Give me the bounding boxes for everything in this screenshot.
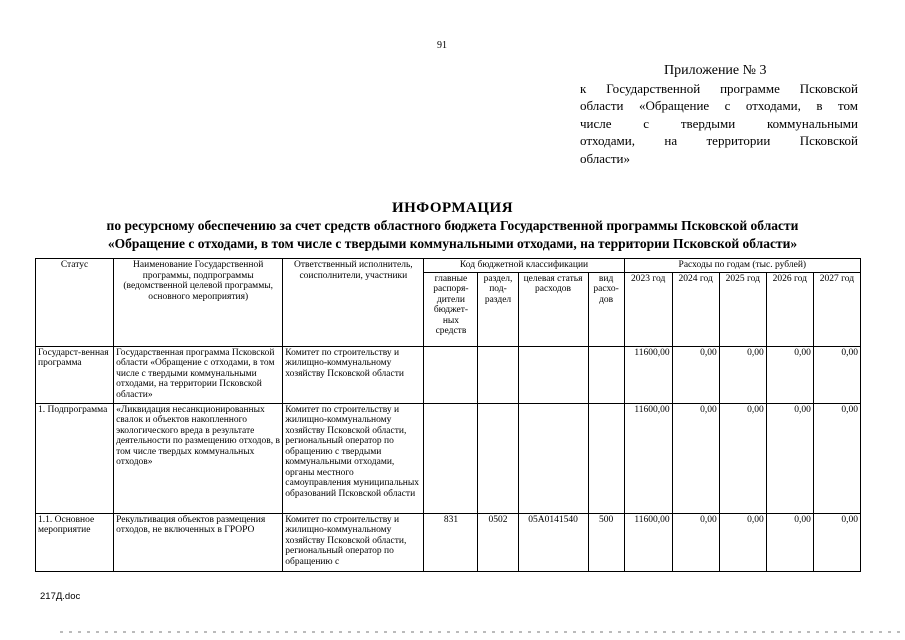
cell-target xyxy=(518,403,588,513)
cell-status: Государст-венная программа xyxy=(36,346,114,403)
appendix-line: числе с твердыми коммунальными xyxy=(580,115,858,131)
header-grbs: главные распоря-дители бюджет-ных средств xyxy=(424,272,478,346)
cell-2023: 11600,00 xyxy=(624,513,672,571)
header-budget-code: Код бюджетной классификации xyxy=(424,259,624,273)
cell-status: 1. Подпрограмма xyxy=(36,403,114,513)
cell-target: 05А0141540 xyxy=(518,513,588,571)
cell-2024: 0,00 xyxy=(672,346,719,403)
appendix-line: области» xyxy=(580,150,630,166)
header-section: раздел, под-раздел xyxy=(478,272,518,346)
header-executor: Ответственный исполнитель, соисполнители, участники xyxy=(283,259,424,347)
cell-section xyxy=(478,346,518,403)
cell-executor: Комитет по строительству и жилищно-коммунальному хозяйству Псковской области, региональный оператор по обращению с твердыми коммунальными отходами, органы местного самоуправления муниципальных образований Псковской области xyxy=(283,403,424,513)
cell-2023: 11600,00 xyxy=(624,346,672,403)
cell-2025: 0,00 xyxy=(719,513,766,571)
appendix-title: Приложение № 3 xyxy=(664,63,767,78)
document-subtitle-line-2: «Обращение с отходами, в том числе с твердыми коммунальными отходами, на территории Псковской области» xyxy=(107,236,798,251)
cell-name: Рекультивация объектов размещения отходов, не включенных в ГРОРО xyxy=(114,513,283,571)
cell-grbs: 831 xyxy=(424,513,478,571)
table-row xyxy=(36,513,861,571)
document-title: ИНФОРМАЦИЯ xyxy=(391,200,514,216)
header-type: вид расхо-дов xyxy=(588,272,624,346)
cell-status: 1.1. Основное мероприятие xyxy=(36,513,114,571)
document-subtitle-line-1: по ресурсному обеспечению за счет средств областного бюджета Государственной программы Псковской области xyxy=(106,218,799,233)
cell-name: Государственная программа Псковской области «Обращение с отходами, в том числе с твердыми коммунальными отходами, на территории Псковской области» xyxy=(114,346,283,403)
cell-2026: 0,00 xyxy=(766,403,813,513)
footer-filename: 217Д.doc xyxy=(40,591,81,602)
scan-artifact xyxy=(60,631,900,633)
cell-section: 0502 xyxy=(478,513,518,571)
resource-table xyxy=(35,258,861,572)
header-year: 2027 год xyxy=(813,272,860,346)
cell-2023: 11600,00 xyxy=(624,403,672,513)
cell-type xyxy=(588,346,624,403)
header-year: 2025 год xyxy=(719,272,766,346)
cell-2024: 0,00 xyxy=(672,513,719,571)
cell-executor: Комитет по строительству и жилищно-коммунальному хозяйству Псковской области, региональный оператор по обращению с xyxy=(283,513,424,571)
cell-2026: 0,00 xyxy=(766,513,813,571)
appendix-line: отходами, на территории Псковской xyxy=(580,133,858,148)
cell-2027: 0,00 xyxy=(813,513,860,571)
cell-type: 500 xyxy=(588,513,624,571)
cell-2027: 0,00 xyxy=(813,346,860,403)
cell-2024: 0,00 xyxy=(672,403,719,513)
header-year: 2024 год xyxy=(672,272,719,346)
page-number: 91 xyxy=(437,40,447,51)
cell-2027: 0,00 xyxy=(813,403,860,513)
appendix-line: области «Обращение с отходами, в том xyxy=(580,98,858,113)
header-status: Статус xyxy=(36,259,114,347)
cell-section xyxy=(478,403,518,513)
header-name: Наименование Государственной программы, подпрограммы (ведомственной целевой программы, основного мероприятия) xyxy=(114,259,283,347)
table-row xyxy=(36,346,861,403)
header-target: целевая статья расходов xyxy=(518,272,588,346)
cell-2025: 0,00 xyxy=(719,403,766,513)
cell-executor: Комитет по строительству и жилищно-коммунальному хозяйству Псковской области xyxy=(283,346,424,403)
cell-name: «Ликвидация несанкционированных свалок и объектов накопленного экологического вреда в результате деятельности по размещению отходов, в том числе твердых коммунальных отходов» xyxy=(114,403,283,513)
cell-2025: 0,00 xyxy=(719,346,766,403)
appendix-line: к Государственной программе Псковской xyxy=(580,80,858,96)
header-year: 2026 год xyxy=(766,272,813,346)
header-expenses: Расходы по годам (тыс. рублей) xyxy=(624,259,860,273)
appendix-block xyxy=(580,62,858,167)
cell-target xyxy=(518,346,588,403)
cell-grbs xyxy=(424,403,478,513)
cell-grbs xyxy=(424,346,478,403)
table-row xyxy=(36,403,861,513)
cell-2026: 0,00 xyxy=(766,346,813,403)
header-year: 2023 год xyxy=(624,272,672,346)
cell-type xyxy=(588,403,624,513)
